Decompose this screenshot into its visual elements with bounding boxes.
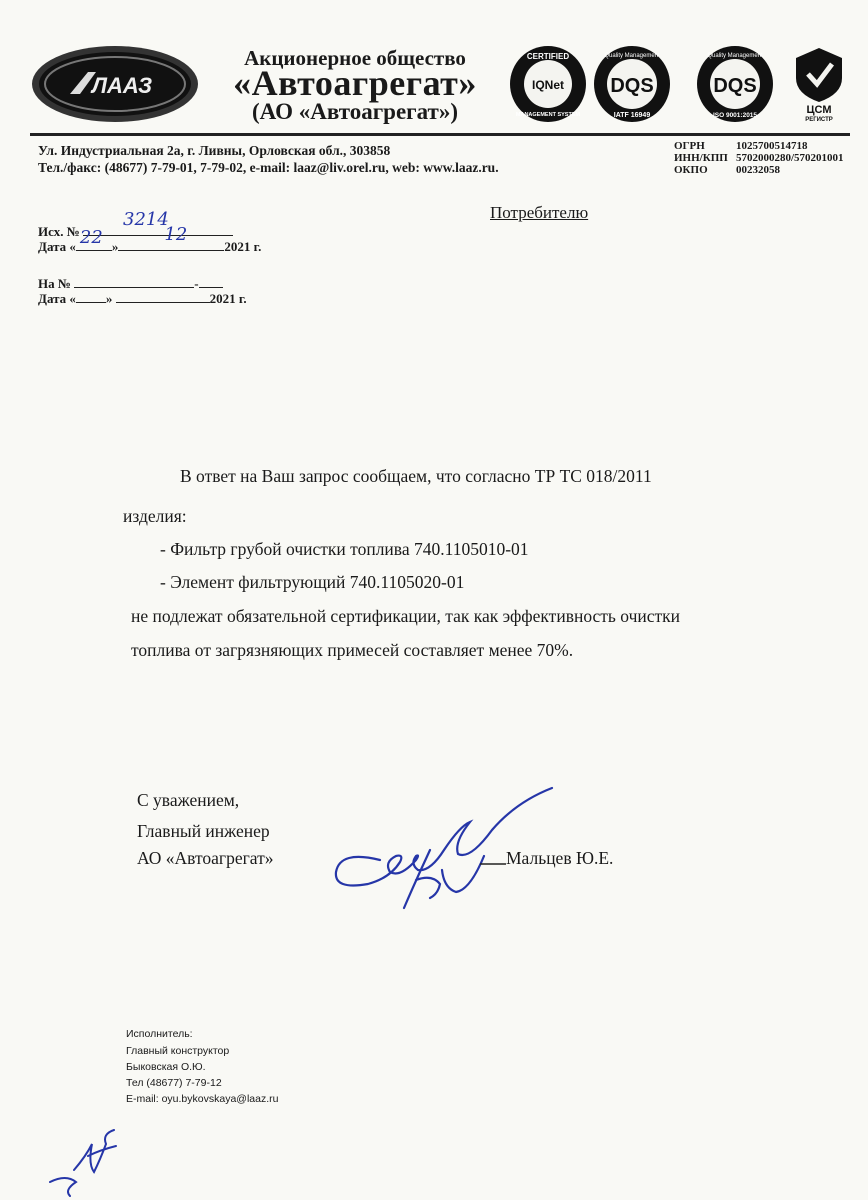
body-paragraph-1-continued: изделия: [123,506,187,526]
ogrn-label: ОГРН [674,140,705,152]
header-divider [30,133,850,136]
company-name: «Автоагрегат» [233,63,477,103]
csm-register-badge [788,44,850,124]
reply-date-day-line [76,290,106,303]
inn-value: 5702000280/570201001 [736,152,844,164]
date-year: 2021 г. [224,239,262,254]
svg-text:ЦСМ: ЦСМ [806,104,832,116]
executor-name: Быковская О.Ю. [126,1061,206,1073]
iso-certification-badge [695,44,775,124]
reply-date-row [38,290,247,307]
body-paragraph-1: В ответ на Ваш запрос сообщаем, что согласно ТР ТС 018/2011 [180,466,652,486]
date-label: Дата « [38,239,76,254]
iqnet-certification-badge [508,44,588,124]
laaz-logo [30,44,200,124]
outgoing-number-line [83,209,233,236]
date-month-line [118,224,224,251]
svg-text:DQS: DQS [610,75,654,97]
executor-label: Исполнитель: [126,1028,193,1040]
handwritten-initials [30,1120,130,1200]
okpo-value: 00232058 [736,164,780,176]
svg-text:MANAGEMENT SYSTEM: MANAGEMENT SYSTEM [515,112,581,118]
ogrn-value: 1025700514718 [736,140,808,152]
executor-phone: Тел (48677) 7-79-12 [126,1077,222,1089]
date-day-handwritten: 22 [79,227,103,248]
product-item-1: - Фильтр грубой очистки топлива 740.1105010-01 [160,539,529,559]
svg-text:IATF 16949: IATF 16949 [613,112,651,119]
svg-text:Quality Management: Quality Management [604,53,660,59]
iatf-certification-badge [592,44,672,124]
product-item-2: - Элемент фильтрующий 740.1105020-01 [160,572,465,592]
in-reply-label: На № [38,276,71,291]
executor-position: Главный конструктор [126,1045,230,1057]
company-type: Акционерное общество [244,46,466,70]
executor-email: E-mail: oyu.bykovskaya@laaz.ru [126,1093,279,1105]
svg-text:ЛААЗ: ЛААЗ [91,73,153,98]
signer-organization: АО «Автоагрегат» [137,848,274,868]
closing-regards: С уважением, [137,790,240,810]
recipient: Потребителю [490,203,589,222]
reply-date-label: Дата « [38,291,76,306]
company-address: Ул. Индустриальная 2а, г. Ливны, Орловская обл., 303858 [38,143,391,158]
signer-position: Главный инженер [137,821,270,841]
inn-label: ИНН/КПП [674,152,728,164]
reply-date-quote-close: » [105,291,113,306]
in-reply-suffix-line [199,275,223,288]
svg-text:ISO 9001:2015: ISO 9001:2015 [712,112,758,119]
signer-name: Мальцев Ю.Е. [506,848,614,868]
reply-date-year: 2021 г. [209,291,247,306]
in-reply-number-line [74,275,194,288]
svg-text:Quality Management: Quality Management [707,53,763,59]
date-quote-close: » [111,239,119,254]
in-reply-dash: - [194,276,199,291]
svg-text:РЕГИСТР: РЕГИСТР [805,117,833,123]
okpo-label: ОКПО [674,164,708,176]
body-paragraph-2: не подлежат обязательной сертификации, так как эффективность очистки [131,606,681,626]
company-short-name: (АО «Автоагрегат») [252,99,458,124]
date-month-handwritten: 12 [164,224,188,245]
outgoing-number-handwritten: 3214 [123,209,169,230]
outgoing-number-label: Исх. № [38,224,80,239]
svg-text:CERTIFIED: CERTIFIED [526,52,570,61]
svg-text:IQNet: IQNet [531,78,565,92]
date-day-line [76,227,112,251]
svg-text:DQS: DQS [713,75,757,97]
reply-date-month-line [116,290,210,303]
company-contacts: Тел./факс: (48677) 7-79-01, 7-79-02, e-mail: laaz@liv.orel.ru, web: www.laaz.ru. [38,160,499,175]
body-paragraph-2-continued: топлива от загрязняющих примесей составляет менее 70%. [131,640,574,660]
